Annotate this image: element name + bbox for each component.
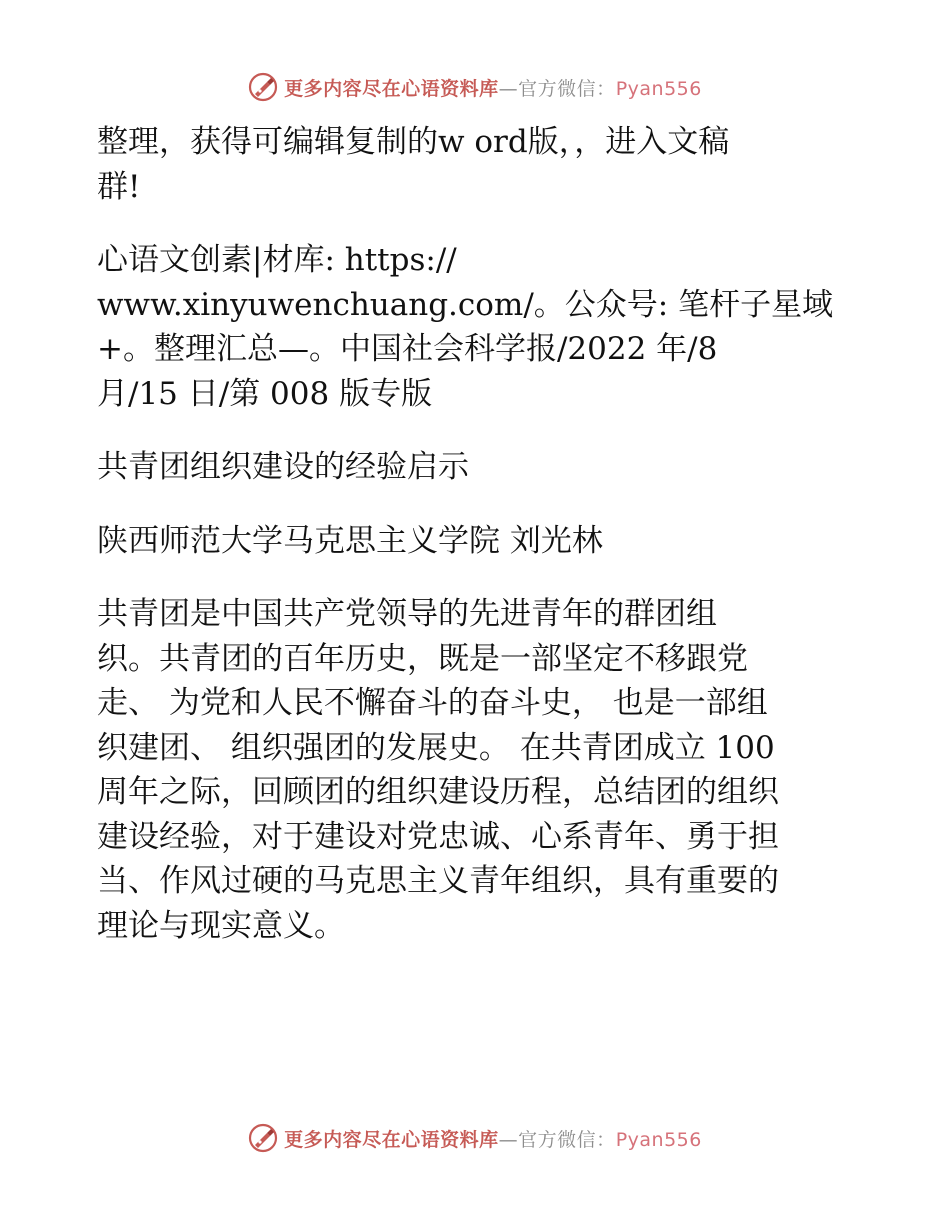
watermark-label: 官方微信： [518,77,616,100]
source-line-4: 月/15 日/第 008 版专版 [97,375,433,412]
article-title: 共青团组织建设的经验启示 [97,449,469,485]
pen-nib-logo-icon [248,1123,278,1153]
pen-nib-logo-icon [248,72,278,102]
article-author: 陕西师范大学马克思主义学院 刘光林 [97,522,603,559]
source-line-1: 心语文创素|材库: https:// [97,242,457,278]
document-body [97,120,867,948]
body-line-4: 织建团、 组织强团的发展史。 在共青团成立 100 [97,729,775,766]
body-line-6: 建设经验，对于建设对党忠诚、心系青年、勇于担 [97,818,779,855]
watermark-dash: — [498,1128,519,1151]
watermark-main-text: 更多内容尽在心语资料库 [284,1128,499,1151]
body-line-8: 理论与现实意义。 [97,907,345,944]
body-line-5: 周年之际，回顾团的组织建设历程，总结团的组织 [97,774,779,810]
header-watermark [0,72,950,102]
watermark-account: Pyan556 [615,1128,702,1151]
intro-line-2: 群! [97,168,141,205]
footer-watermark [0,1123,950,1153]
source-line-2: www.xinyuwenchuang.com/。公众号: 笔杆子星域 [97,286,834,323]
intro-line-1: 整理，获得可编辑复制的w ord版，，进入文稿 [97,124,730,160]
watermark-dash: — [498,77,519,100]
watermark-main-text: 更多内容尽在心语资料库 [284,77,499,100]
watermark-account: Pyan556 [615,77,702,100]
body-line-3: 走、 为党和人民不懈奋斗的奋斗史， 也是一部组 [97,685,768,721]
body-line-2: 织。共青团的百年历史，既是一部坚定不移跟党 [97,640,748,677]
source-line-3: +。整理汇总—。中国社会科学报/2022 年/8 [97,331,718,367]
body-line-7: 当、作风过硬的马克思主义青年组织，具有重要的 [97,863,779,899]
watermark-label: 官方微信： [518,1128,616,1151]
body-line-1: 共青团是中国共产党领导的先进青年的群团组 [97,596,717,632]
